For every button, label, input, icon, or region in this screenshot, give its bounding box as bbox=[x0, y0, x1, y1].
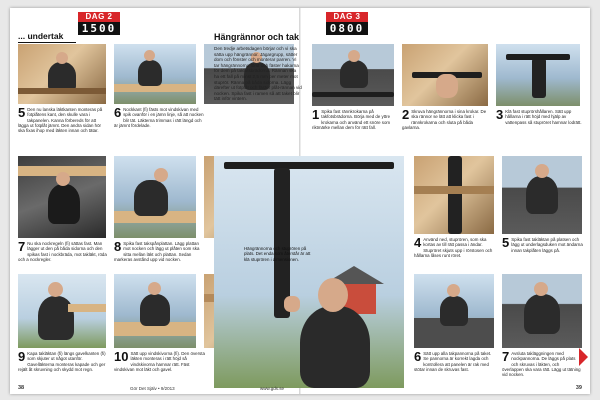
photo-step-7r bbox=[502, 274, 582, 348]
folio-magazine-left: Gör Det Själv • 9/2013 bbox=[130, 386, 175, 391]
caption-step-7: 7 Nu ska nockregeln (fi) sättas fast. Man lägger ut den på båda sidorna och den spikas fast i nockbräda, mot takläkt, röda och a nockregler. bbox=[18, 239, 107, 262]
caption-step-2: 2 Skruva hängrännorna i sina krokar. De ska rännor se lätt att klicka fast i rännkrokarna och sluta på båda gavlarna. bbox=[402, 107, 487, 130]
overlay-caption: Hängrännorna och stuprören på plats. Det enda som återstår är att klä stuprören i dimensionen. bbox=[244, 246, 311, 262]
day-time: 1500 bbox=[78, 22, 120, 35]
photo-main-downpipe bbox=[214, 156, 404, 388]
caption-step-9: 9 Kapa takläktan (fi) längs gavelkanten (fi) som skjuter ut något utanför. Gavelläkterna monteras kapade och ger rejält åt skruvning och skydd mot regn. bbox=[18, 349, 106, 372]
photo-step-8 bbox=[114, 156, 196, 238]
day-badge-left bbox=[78, 12, 120, 35]
day-badge-right bbox=[326, 12, 368, 35]
photo-step-6 bbox=[114, 44, 196, 104]
day-label: DAG 2 bbox=[78, 12, 120, 22]
caption-step-6r: 6 Sätt upp alla takpannorna på taket. Se pannorna är korrekt lagda och kontrollera att panelen är rak med stötar innan de skruvas fast. bbox=[414, 349, 492, 372]
day-time: 0800 bbox=[326, 22, 368, 35]
photo-step-9 bbox=[18, 274, 106, 348]
photo-step-1 bbox=[312, 44, 394, 106]
photo-step-2 bbox=[402, 44, 488, 106]
caption-step-8: 8 Spika fast takspånplattan. Lägg plattan mot nocken och lägg ut plåten som ska sitta mellan läkt och plattan. Sedan markeras avstånd upp vid nocken. bbox=[114, 239, 200, 262]
page-headline-left: ... undertak bbox=[18, 31, 76, 43]
photo-step-4 bbox=[414, 156, 494, 234]
caption-step-5: 5 Den nu lanska läktkanten monteras på fotplåtens kant, den skulle vara i takpanelen. Kanna förbereds för att lägga ut fotplåt jämnt. Den andra sidan hör ska fixas ihop med läkten innan och tätar. bbox=[18, 105, 103, 134]
page-headline-right: Hängrännor och tak bbox=[214, 32, 300, 42]
right-page bbox=[214, 8, 590, 394]
caption-step-3: 3 Klä fast stuprörshållaren. Sätt upp hållarna i rätt höjd med hjälp av vattenpass så stupröret hamnar lodrätt. bbox=[496, 107, 582, 125]
day-label: DAG 3 bbox=[326, 12, 368, 22]
caption-step-1: 1 Spika fast rännkrokarna på takfotsbrädorna. Börja med de yttre krokarna och använd ett snöre som riktmärke mellan dem för rätt fall. bbox=[312, 107, 391, 130]
photo-step-5 bbox=[18, 44, 106, 104]
magazine-spread bbox=[10, 8, 590, 394]
caption-step-5r: 5 Spika fast takläktan på platsen och lägg ut underlagsduken mot ändarna innan takplåten läggs på. bbox=[502, 235, 583, 253]
next-page-arrow-icon bbox=[579, 348, 588, 366]
folio-left: 38 bbox=[18, 385, 25, 391]
caption-step-10: 10 Sätt upp vindskivorna (fi). Den översta läkten monteras i rätt höjd så vindskivorna hamnar rätt. Fäst vindskivan mot läkt och gavel. bbox=[114, 349, 205, 372]
caption-step-6: 6 Nockkant (fi) fästs mot vindskivan med spik ovanför i en jämn linje, så att nocken blir tät. Läkterna trimmas i rätt längd och är jämnt fördelade. bbox=[114, 105, 204, 128]
caption-step-4: 4 Använd ned, stuprören, som ska kortas av till rätt passa i ändar. Stupröret skjuts upp i rörstosen och hållarna låses runt röret. bbox=[414, 235, 493, 258]
photo-step-6r bbox=[414, 274, 494, 348]
photo-step-3 bbox=[496, 44, 580, 106]
photo-step-10 bbox=[114, 274, 196, 348]
intro-text: Den tredje arbetsdagen börjar och vi ska sätta upp hängrännor. Jägargrupp, sätter dom och fönster och monterar parren. Vi tar hängrännorna först och fäster hakarna för dem på takfotsbrädorna. Rännan ska ha ett fall på minst 2,5 mm per meter mot stuprör. Ränna på båda sidorna. Lägg därefter ut fotplåt och fäster plåt-rännan vid nocken. Spika fast i ramen så att taket blir tätt inför vintern. bbox=[214, 46, 302, 102]
folio-url-right: www.gds.se bbox=[260, 386, 285, 391]
caption-step-7r: 7 Avsluta takläggningen med nockpannorna. De läggs på plats och skruvas i läkten, och överlappen ska vara rätt. Lägg ut tätning vid nocken. bbox=[502, 349, 581, 378]
photo-step-7 bbox=[18, 156, 106, 238]
folio-right: 39 bbox=[575, 385, 582, 391]
photo-step-5r bbox=[502, 156, 582, 234]
